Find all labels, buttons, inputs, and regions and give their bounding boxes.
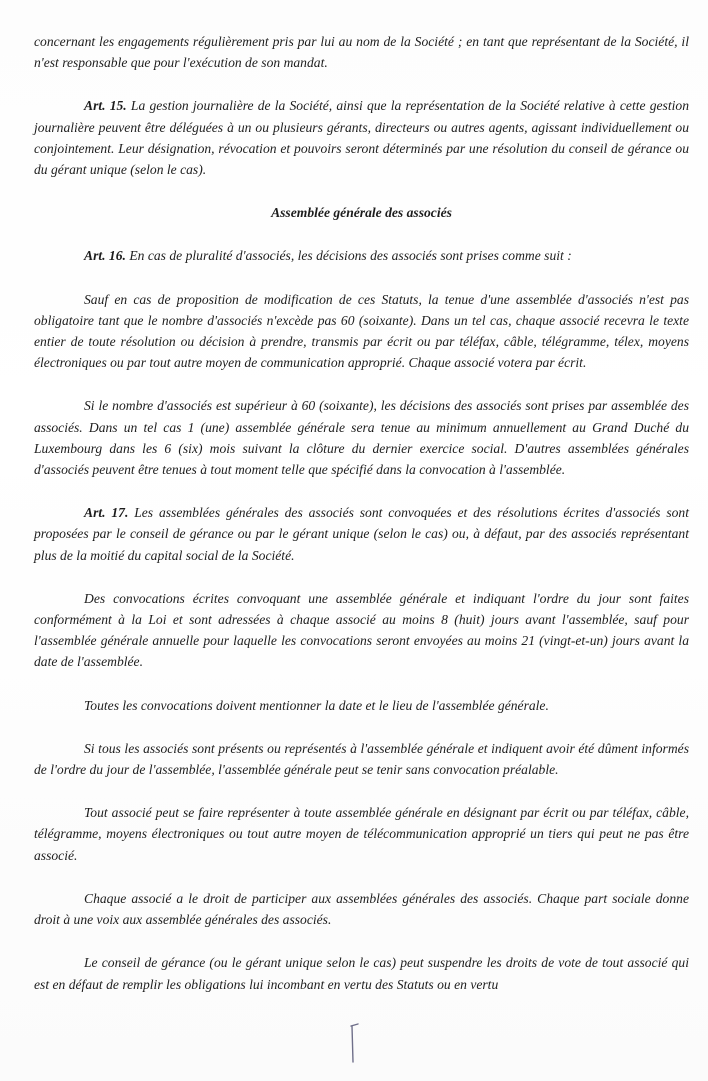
article-17 <box>34 502 689 566</box>
paragraph-art17-suspension: Le conseil de gérance (ou le gérant unique selon le cas) peut suspendre les droits de vote de tout associé qui est en défaut de remplir les obligations lui incombant en vertu des Statuts ou en vertu <box>34 955 689 992</box>
article-15-text: La gestion journalière de la Société, ainsi que la représentation de la Société relative à cette gestion journalière peuvent être déléguées à un ou plusieurs gérants, directeurs ou autres agents, agissant individuellement ou conjointement. Leur désignation, révocation et pouvoirs seront déterminés par une résolution du conseil de gérance ou du gérant unique (selon le cas). <box>34 98 689 178</box>
article-17-label: Art. 17. <box>84 505 129 521</box>
article-15-label: Art. 15. <box>84 98 127 114</box>
paragraph-art17-without-convocation: Si tous les associés sont présents ou représentés à l'assemblée générale et indiquent avoir été dûment informés de l'ordre du jour de l'assemblée, l'assemblée générale peut se tenir sans convocation préalable. <box>34 740 689 778</box>
paragraph-intro: concernant les engagements régulièrement pris par lui au nom de la Société ; en tant que représentant de la Société, il n'est responsable que pour l'exécution de son mandat. <box>34 34 689 71</box>
paragraph-art17-convocations: Des convocations écrites convoquant une assemblée générale et indiquant l'ordre du jour sont faites conformément à la Loi et sont adressées à chaque associé au moins 8 (huit) jours avant l'assemblée, sauf pour l'assemblée générale annuelle pour laquelle les convocations seront envoyées au moins 21 (vingt-et-un) jours avant la date de l'assemblée. <box>34 590 689 670</box>
document-body <box>34 31 689 1017</box>
article-15 <box>34 95 689 180</box>
article-16 <box>34 245 689 266</box>
paragraph-art17-voting-rights: Chaque associé a le droit de participer aux assemblées générales des associés. Chaque part sociale donne droit à une voix aux assemblée générales des associés. <box>34 890 689 928</box>
article-16-text: En cas de pluralité d'associés, les décisions des associés sont prises comme suit : <box>125 248 572 264</box>
paragraph-art17-proxy: Tout associé peut se faire représenter à toute assemblée générale en désignant par écrit ou par téléfax, câble, télégramme, moyens électroniques ou tout autre moyen de télécommunication approprié un tiers qui peut ne pas être associé. <box>34 805 689 863</box>
section-heading: Assemblée générale des associés <box>271 205 452 221</box>
article-17-text: Les assemblées générales des associés sont convoquées et des résolutions écrites d'associés sont proposées par le conseil de gérance ou par le gérant unique (selon le cas) ou, à défaut, par des associés représentant plus de la moitié du capital social de la Société. <box>34 505 689 563</box>
pen-mark-icon <box>349 1022 361 1064</box>
article-16-label: Art. 16. <box>84 248 126 264</box>
paragraph-art17-date-place: Toutes les convocations doivent mentionner la date et le lieu de l'assemblée générale. <box>84 697 549 713</box>
paragraph-art16-written-resolutions: Sauf en cas de proposition de modification de ces Statuts, la tenue d'une assemblée d'associés n'est pas obligatoire tant que le nombre d'associés n'excède pas 60 (soixante). Dans un tel cas, chaque associé recevra le texte entier de toute résolution ou décision à prendre, transmis par écrit ou par téléfax, câble, télégramme, télex, moyens électroniques ou par tout autre moyen de communication approprié. Chaque associé votera par écrit. <box>34 291 689 371</box>
paragraph-art16-general-meeting: Si le nombre d'associés est supérieur à 60 (soixante), les décisions des associés sont prises par assemblée des associés. Dans un tel cas 1 (une) assemblée générale sera tenue au minimum annuellement au Grand Duché du Luxembourg dans les 6 (six) mois suivant la clôture du dernier exercice social. D'autres assemblées générales d'associés peuvent être tenues à tout moment telle que spécifié dans la convocation à l'assemblée. <box>34 398 689 478</box>
